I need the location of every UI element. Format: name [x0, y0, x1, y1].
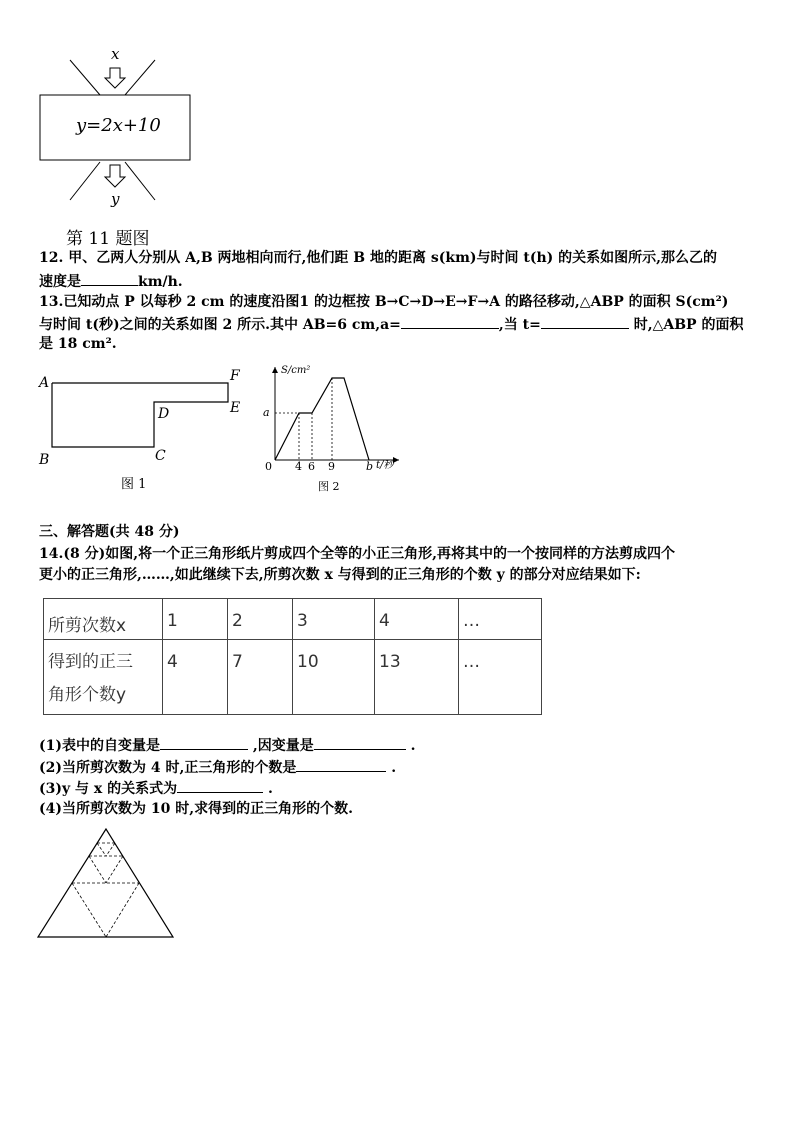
table-cell: 1 — [163, 599, 228, 640]
table-cell: 7 — [228, 640, 293, 715]
q13-line2-a: 与时间 t(秒)之间的关系如图 2 所示.其中 AB=6 cm,a= — [39, 317, 401, 333]
q14-sub1-c: . — [405, 738, 416, 754]
table-cell: 13 — [375, 640, 459, 715]
fig2-x-label: t/秒 — [376, 460, 394, 471]
table-cell: 3 — [293, 599, 375, 640]
fig11-caption: 第 11 题图 — [66, 229, 150, 249]
fig2-tick-6: 6 — [308, 460, 315, 473]
table-cell: … — [459, 640, 542, 715]
fig2-a-label: a — [263, 406, 270, 419]
q14-sub3-a: (3)y 与 x 的关系式为 — [39, 781, 178, 797]
q14-sub2 — [39, 757, 396, 777]
q12-prefix: 速度是 — [39, 274, 81, 290]
q13-line3: 是 18 cm². — [39, 336, 117, 352]
label-C: C — [155, 448, 166, 464]
label-E: E — [230, 400, 241, 416]
q13-figure-2 — [258, 362, 408, 497]
q14-sub1-blank1 — [160, 735, 248, 750]
q14-line2: 更小的正三角形,……,如此继续下去,所剪次数 x 与得到的正三角形的个数 y 的部分对应结果如下: — [39, 567, 641, 583]
table-header-y — [44, 640, 163, 715]
label-D: D — [158, 406, 170, 422]
table-cell: 2 — [228, 599, 293, 640]
table-cell: 10 — [293, 640, 375, 715]
q12-blank — [81, 271, 138, 286]
fig11-formula: y=2x+10 — [76, 115, 161, 136]
table-cell: … — [459, 599, 542, 640]
q13-line1: 13.已知动点 P 以每秒 2 cm 的速度沿图1 的边框按 B→C→D→E→F→A 的路径移动,△ABP 的面积 S(cm²) — [39, 294, 729, 310]
q13-line2-c: 时,△ABP 的面积 — [628, 317, 744, 333]
fig2-tick-4: 4 — [295, 460, 302, 473]
q13-blank-t — [541, 314, 629, 329]
fig11-input-var: x — [111, 45, 120, 63]
q14-sub1-blank2 — [314, 735, 406, 750]
fig2-caption: 图 2 — [318, 480, 340, 493]
q14-sub1-a: (1)表中的自变量是 — [39, 738, 160, 754]
section3-heading: 三、解答题(共 48 分) — [39, 524, 180, 540]
q14-sub2-b: . — [386, 760, 397, 776]
q14-table — [43, 598, 542, 715]
table-row — [44, 640, 542, 715]
q14-sub4: (4)当所剪次数为 10 时,求得到的正三角形的个数. — [39, 801, 353, 817]
table-row — [44, 599, 542, 640]
q12-suffix: km/h. — [138, 274, 183, 290]
fig2-tick-0: 0 — [265, 460, 272, 473]
q14-sub1 — [39, 735, 416, 755]
q14-triangle-figure — [35, 825, 180, 943]
q12-line1: 12. 甲、乙两人分别从 A,B 两地相向而行,他们距 B 地的距离 s(km)与时间 t(h) 的关系如图所示,那么乙的 — [39, 250, 718, 266]
fig11-output-var: y — [111, 190, 120, 208]
table-header-y-line1: 得到的正三 — [48, 652, 133, 672]
q13-blank-a — [401, 314, 499, 329]
fig2-tick-b: b — [366, 460, 374, 473]
q13-line2-b: ,当 t= — [498, 317, 541, 333]
q14-sub1-b: ,因变量是 — [248, 738, 314, 754]
q14-sub3 — [39, 778, 273, 798]
fig2-y-label: S/cm² — [281, 365, 311, 376]
table-cell: 4 — [163, 640, 228, 715]
fig2-tick-9: 9 — [328, 460, 335, 473]
figure-11-function-machine — [30, 40, 210, 250]
fig1-caption: 图 1 — [121, 477, 147, 492]
label-A: A — [39, 375, 50, 391]
table-cell: 4 — [375, 599, 459, 640]
label-B: B — [39, 452, 50, 468]
q14-sub3-b: . — [263, 781, 273, 797]
q12-line2 — [39, 271, 183, 291]
table-header-y-line2: 角形个数y — [48, 685, 127, 705]
q14-sub3-blank — [177, 778, 263, 793]
table-header-x: 所剪次数x — [44, 599, 163, 640]
q14-line1: 14.(8 分)如图,将一个正三角形纸片剪成四个全等的小正三角形,再将其中的一个按同样的方法剪成四个 — [39, 546, 675, 562]
label-F: F — [230, 368, 240, 384]
q14-sub2-a: (2)当所剪次数为 4 时,正三角形的个数是 — [39, 760, 297, 776]
q13-line2 — [39, 314, 743, 334]
q14-sub2-blank — [296, 757, 386, 772]
q13-figure-1 — [35, 365, 255, 495]
